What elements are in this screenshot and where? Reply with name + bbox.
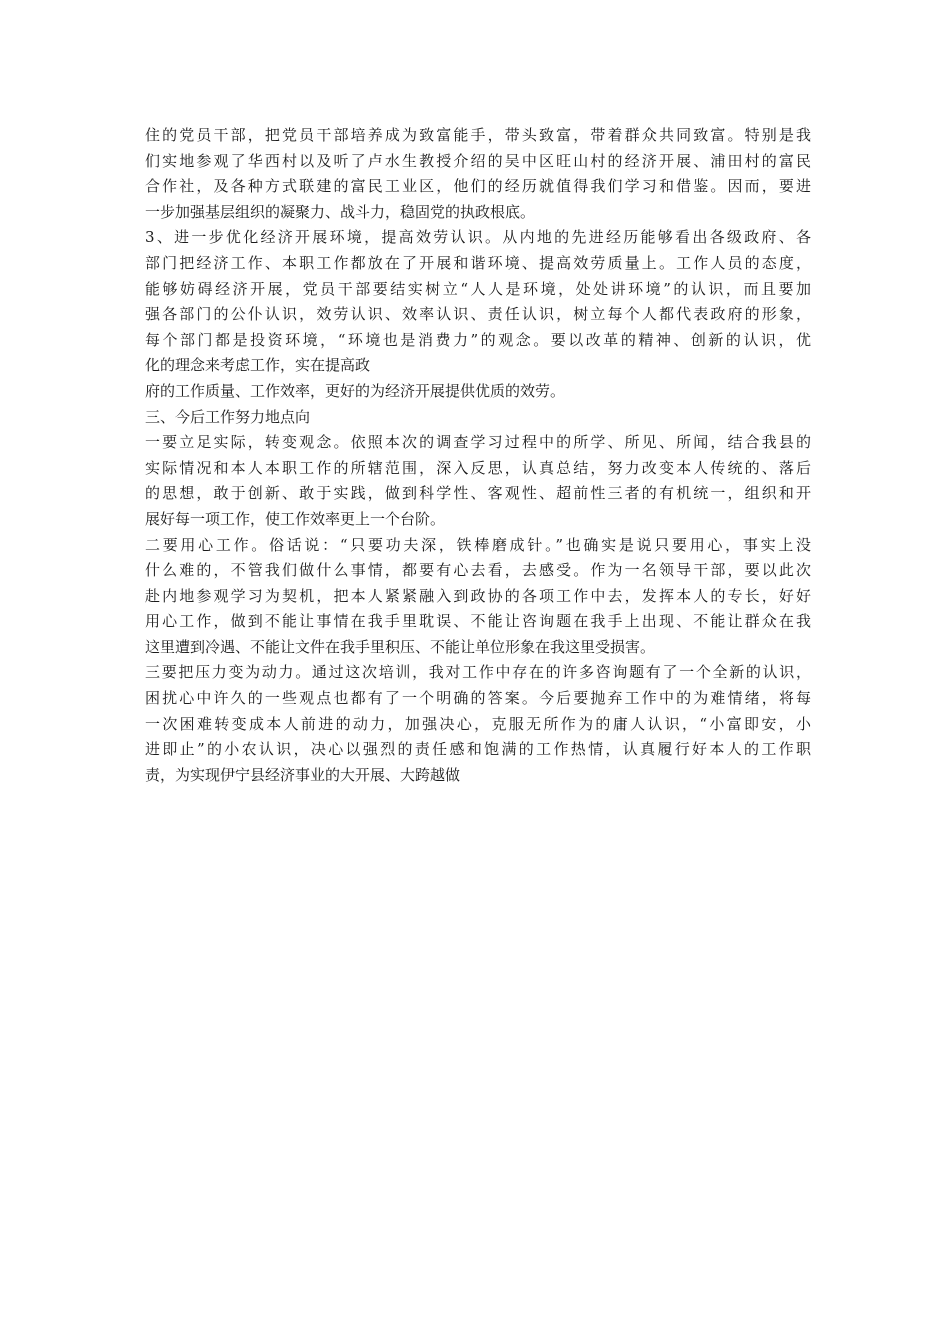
- text-line: 的思想，敢于创新、敢于实践，做到科学性、客观性、超前性三者的有机统一，组织和开: [145, 484, 811, 503]
- text-line: 展好每一项工作，使工作效率更上一个台阶。: [145, 509, 446, 528]
- text-line: 能够妨碍经济开展，党员干部要结实树立“人人是环境，处处讲环境”的认识，而且要加: [145, 279, 811, 298]
- text-line: 化的理念来考虑工作，实在提高政: [145, 356, 371, 375]
- text-line: 每个部门都是投资环境，“环境也是消费力”的观念。要以改革的精神、创新的认识，优: [145, 330, 811, 349]
- text-line: 实际情况和本人本职工作的所辖范围，深入反思，认真总结，努力改变本人传统的、落后: [145, 458, 811, 477]
- text-line: 强各部门的公仆认识，效劳认识、效率认识、责任认识，树立每个人都代表政府的形象，: [145, 305, 811, 324]
- text-line: 部门把经济工作、本职工作都放在了开展和谐环境、提高效劳质量上。工作人员的态度，: [145, 253, 811, 272]
- text-line: 府的工作质量、工作效率，更好的为经济开展提供优质的效劳。: [145, 381, 566, 400]
- text-line: 合作社，及各种方式联建的富民工业区，他们的经历就值得我们学习和借鉴。因而，要进: [145, 177, 811, 196]
- text-line: 住的党员干部，把党员干部培养成为致富能手，带头致富，带着群众共同致富。特别是我: [145, 126, 811, 144]
- text-line: 什么难的，不管我们做什么事情，都要有心去看，去感受。作为一名领导干部，要以此次: [145, 561, 811, 580]
- text-line: 一步加强基层组织的凝聚力、战斗力，稳固党的执政根底。: [145, 202, 536, 221]
- text-line: 困扰心中许久的一些观点也都有了一个明确的答案。今后要抛弃工作中的为难情绪，将每: [145, 689, 811, 708]
- text-line: 赴内地参观学习为契机，把本人紧紧融入到政协的各项工作中去，发挥本人的专长，好好: [145, 586, 811, 605]
- text-line: 一要立足实际，转变观念。依照本次的调查学习过程中的所学、所见、所闻，结合我县的: [145, 433, 811, 452]
- text-line: 3、进一步优化经济开展环境，提高效劳认识。从内地的先进经历能够看出各级政府、各: [145, 228, 811, 247]
- body-text: [145, 123, 811, 788]
- text-line: 二要用心工作。俗话说：“只要功夫深，铁棒磨成针。”也确实是说只要用心，事实上没: [145, 535, 811, 554]
- text-line: 进即止”的小农认识，决心以强烈的责任感和饱满的工作热情，认真履行好本人的工作职: [145, 740, 811, 759]
- text-line: 一次困难转变成本人前进的动力，加强决心，克服无所作为的庸人认识，“小富即安，小: [145, 714, 811, 733]
- text-line: 责，为实现伊宁县经济事业的大开展、大跨越做: [145, 765, 461, 784]
- text-line: 三要把压力变为动力。通过这次培训，我对工作中存在的许多咨询题有了一个全新的认识，: [145, 663, 811, 682]
- text-line: 用心工作，做到不能让事情在我手里耽误、不能让咨询题在我手上出现、不能让群众在我: [145, 612, 811, 631]
- text-line: 三、今后工作努力地点向: [145, 407, 311, 426]
- text-line: 们实地参观了华西村以及听了卢水生教授介绍的吴中区旺山村的经济开展、浦田村的富民: [145, 151, 811, 170]
- text-line: 这里遭到冷遇、不能让文件在我手里积压、不能让单位形象在我这里受损害。: [145, 637, 656, 656]
